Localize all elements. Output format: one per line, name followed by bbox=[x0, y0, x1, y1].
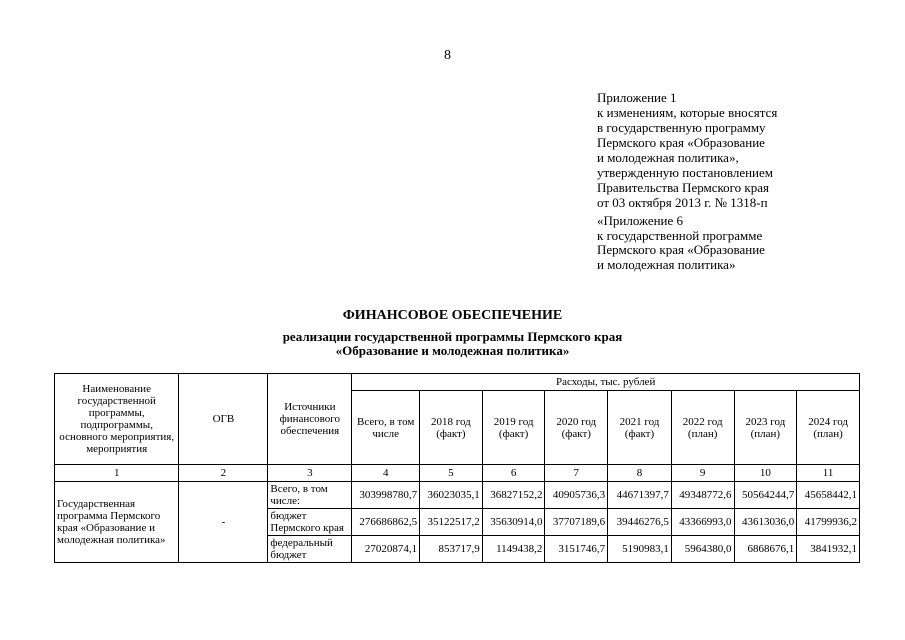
column-number: 10 bbox=[734, 465, 797, 482]
table-row bbox=[55, 482, 860, 509]
value-cell: 276686862,5 bbox=[352, 509, 420, 536]
program-name: Государственная программа Пермского края «Образование и молодежная политика» bbox=[55, 482, 179, 563]
value-cell: 43366993,0 bbox=[671, 509, 734, 536]
header-year: 2021 год (факт) bbox=[608, 391, 672, 465]
value-cell: 50564244,7 bbox=[734, 482, 797, 509]
value-cell: 3151746,7 bbox=[545, 536, 608, 563]
appendix-1-line: Пермского края «Образование bbox=[597, 135, 765, 150]
value-cell: 45658442,1 bbox=[797, 482, 860, 509]
value-cell: 40905736,3 bbox=[545, 482, 608, 509]
appendix-6-line: к государственной программе bbox=[597, 227, 763, 243]
value-cell: 303998780,7 bbox=[352, 482, 420, 509]
program-ogv: - bbox=[179, 482, 268, 563]
appendix-1-caption bbox=[597, 90, 777, 210]
header-year: 2022 год (план) bbox=[671, 391, 734, 465]
source-label: Всего, в том числе: bbox=[268, 482, 352, 509]
appendix-1-line: и молодежная политика», bbox=[597, 150, 739, 165]
page-number: 8 bbox=[444, 48, 451, 63]
header-expenses: Расходы, тыс. рублей bbox=[352, 374, 860, 391]
column-number: 1 bbox=[55, 465, 179, 482]
value-cell: 44671397,7 bbox=[608, 482, 672, 509]
appendix-6-line: и молодежная политика» bbox=[597, 256, 736, 272]
column-number: 5 bbox=[420, 465, 483, 482]
appendix-6-caption bbox=[597, 214, 765, 272]
value-cell: 43613036,0 bbox=[734, 509, 797, 536]
column-number: 3 bbox=[268, 465, 352, 482]
column-number: 7 bbox=[545, 465, 608, 482]
header-year: 2020 год (факт) bbox=[545, 391, 608, 465]
subtitle-line: реализации государственной программы Пермского края bbox=[282, 329, 623, 344]
column-number: 8 bbox=[608, 465, 672, 482]
value-cell: 35630914,0 bbox=[482, 509, 545, 536]
header-year: 2019 год (факт) bbox=[482, 391, 545, 465]
value-cell: 853717,9 bbox=[420, 536, 483, 563]
column-number: 4 bbox=[352, 465, 420, 482]
value-cell: 36827152,2 bbox=[482, 482, 545, 509]
header-ogv: ОГВ bbox=[179, 374, 268, 465]
value-cell: 6868676,1 bbox=[734, 536, 797, 563]
value-cell: 49348772,6 bbox=[671, 482, 734, 509]
subtitle-line: «Образование и молодежная политика» bbox=[335, 343, 570, 358]
column-number-row bbox=[55, 465, 860, 482]
column-number: 6 bbox=[482, 465, 545, 482]
value-cell: 1149438,2 bbox=[482, 536, 545, 563]
value-cell: 39446276,5 bbox=[608, 509, 672, 536]
document-subtitle bbox=[0, 330, 905, 358]
header-year: 2018 год (факт) bbox=[420, 391, 483, 465]
appendix-1-line: в государственную программу bbox=[597, 120, 766, 135]
appendix-6-line: Пермского края «Образование bbox=[597, 242, 765, 257]
column-number: 2 bbox=[179, 465, 268, 482]
header-year: 2023 год (план) bbox=[734, 391, 797, 465]
header-sources: Источники финансового обеспечения bbox=[268, 374, 352, 465]
value-cell: 5964380,0 bbox=[671, 536, 734, 563]
value-cell: 27020874,1 bbox=[352, 536, 420, 563]
value-cell: 5190983,1 bbox=[608, 536, 672, 563]
value-cell: 3841932,1 bbox=[797, 536, 860, 563]
appendix-1-line: Приложение 1 bbox=[597, 90, 677, 105]
column-number: 9 bbox=[671, 465, 734, 482]
header-year: 2024 год (план) bbox=[797, 391, 860, 465]
value-cell: 36023035,1 bbox=[420, 482, 483, 509]
document-title: ФИНАНСОВОЕ ОБЕСПЕЧЕНИЕ bbox=[342, 308, 563, 323]
value-cell: 35122517,2 bbox=[420, 509, 483, 536]
value-cell: 37707189,6 bbox=[545, 509, 608, 536]
appendix-1-line: утвержденную постановлением bbox=[597, 165, 774, 180]
source-label: бюджет Пермского края bbox=[268, 509, 352, 536]
column-number: 11 bbox=[797, 465, 860, 482]
header-year: Всего, в том числе bbox=[352, 391, 420, 465]
source-label: федеральный бюджет bbox=[268, 536, 352, 563]
appendix-1-line: к изменениям, которые вносятся bbox=[597, 105, 778, 120]
appendix-1-line: Правительства Пермского края bbox=[597, 180, 769, 195]
appendix-1-line: от 03 октября 2013 г. № 1318-п bbox=[597, 195, 768, 210]
appendix-6-line: «Приложение 6 bbox=[597, 213, 684, 228]
value-cell: 41799936,2 bbox=[797, 509, 860, 536]
header-name: Наименование государственной программы, подпрограммы, основного мероприятия, мероприятия bbox=[55, 374, 179, 465]
financing-table bbox=[54, 373, 860, 563]
